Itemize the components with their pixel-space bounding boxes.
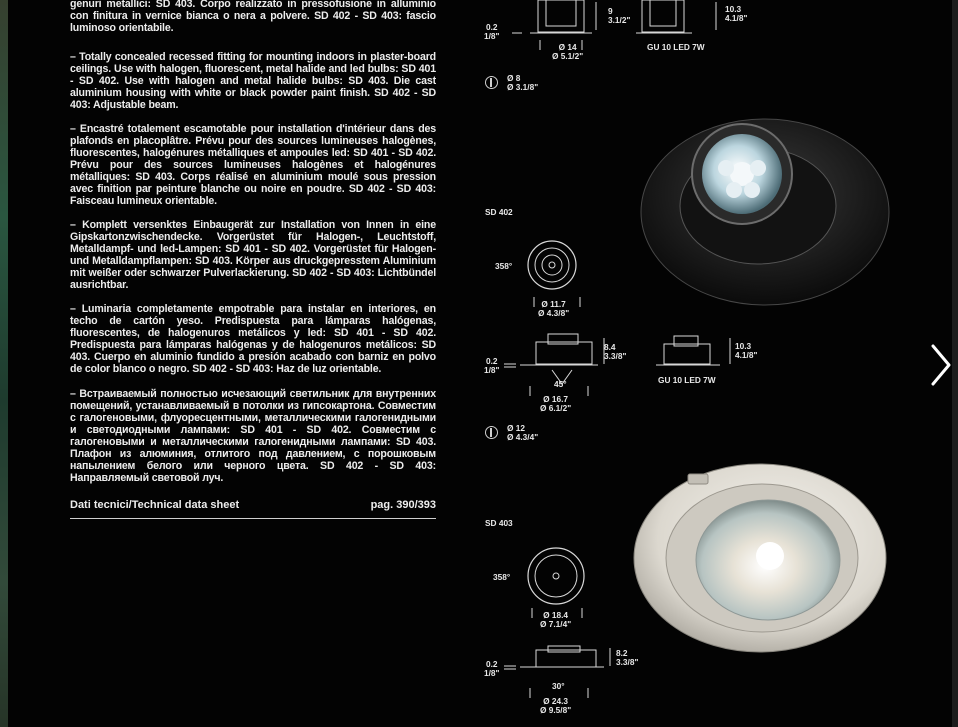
datasheet-link[interactable]: Dati tecnici/Technical data sheet [70, 499, 240, 511]
sd403-diameter: Ø 18.4 Ø 7.1/4" [540, 610, 572, 629]
sd403-title: SD 403 [485, 518, 513, 528]
sd402-product-photo [630, 112, 900, 312]
next-page-button[interactable] [924, 340, 954, 390]
sd401-height: 9 3.1/2" [608, 6, 631, 25]
sd401-diameter: Ø 14 Ø 5.1/2" [552, 42, 584, 61]
previous-page-edge [0, 0, 8, 727]
sd402-title: SD 402 [485, 207, 513, 217]
footer-divider [70, 518, 436, 519]
sd402-height: 8.4 3.3/8" [604, 342, 627, 361]
sd401-hole: Ø 8 Ø 3.1/8" [507, 73, 539, 92]
sd403-height: 8.2 3.3/8" [616, 648, 639, 667]
paragraph-russian: – Встраиваемый полностью исчезающий светильник для внутренних помещений, устанавливаемый в потолки из гипсокартона. Совместим с галогеновыми, флуоресцентными, металлическими галогенидными и светодиодными лампами: SD 401 - SD 402. Совместим с галогеновыми и металлическими галогенидными лампами: SD 403. Плафон из алюминия, отлитого под давлением, с порошковым напылением белого или черного цвета. SD 402 - SD 403: Направляемый световой луч. [70, 388, 436, 484]
page-reference: pag. 390/393 [370, 499, 436, 511]
paragraph-italian: genuri metallici: SD 403. Corpo realizzato in pressofusione in alluminio con finitura in vernice bianca o nera a polvere. SD 402 - SD 403: fascio luminoso orientabile. [70, 0, 436, 34]
cut-hole-icon [485, 426, 498, 439]
sd402-outer-diameter: Ø 16.7 Ø 6.1/2" [540, 394, 572, 413]
sd401-lamp: GU 10 LED 7W [647, 42, 705, 52]
paragraph-spanish: – Luminaria completamente empotrable para instalar en interiores, en techo de cartón yeso. Predispuesta para lámparas halógenas, fluorescentes, de halogenuros metálicos y led: SD 401 - SD 402. Predispuesta para lámparas halógenas y de halogenuros metálicos: SD 403. Cuerpo en aluminio fundido a presión acabado con barniz en polvo de color blanco o negro. SD 402 - SD 403: Haz de luz orientable. [70, 303, 436, 375]
paragraph-german: – Komplett versenktes Einbaugerät zur Installation von Innen in eine Gipskartonzwischendecke. Vorgerüstet für Halogen-, Leuchtstoff, Metalldampf- und led-Lampen: SD 401 - SD 402. Vorgerüstet für Halogen- und Metalldampflampen: SD 403. Körper aus druckgepresstem Aluminium mit weißer oder schwarzer Pulverlackierung. SD 402 - SD 403: Lichtbündel ausrichtbar. [70, 219, 436, 291]
sd402-hole: Ø 12 Ø 4.3/4" [507, 423, 539, 442]
paragraph-english: – Totally concealed recessed fitting for mounting indoors in plaster-board ceilings. Use with halogen, fluorescent, metal halide and led bulbs: SD 401 - SD 402. Use with halogen and metal halide bulbs: SD 403. Die cast aluminium housing with white or black powder paint finish. SD 402 - SD 403: Adjustable beam. [70, 51, 436, 111]
sd402-lamp: GU 10 LED 7W [658, 375, 716, 385]
sd401-thickness: 0.2 1/8" [484, 22, 500, 41]
datasheet-footer [70, 499, 436, 511]
sd402-lamp-height: 10.3 4.1/8" [735, 341, 758, 360]
paragraph-french: – Encastré totalement escamotable pour installation d'intérieur dans des plafonds en placoplâtre. Prévu pour des sources lumineuses halogènes, fluorescentes, halogénures métalliques et ampoules led: SD 401 - SD 402. Prévu pour des sources lumineuses halogènes et halogénures métalliques: SD 403. Corps réalisé en aluminium moulé sous pression avec finition par peinture blanche ou noire en poudre. SD 402 - SD 403: Faisceau lumineux orientable. [70, 123, 436, 207]
cut-hole-icon [485, 76, 498, 89]
sd402-thickness: 0.2 1/8" [484, 356, 500, 375]
sd403-thickness: 0.2 1/8" [484, 659, 500, 678]
sd403-tilt: 30° [552, 681, 565, 691]
sd403-rotation: 358° [493, 572, 511, 582]
sd402-diameter: Ø 11.7 Ø 4.3/8" [538, 299, 570, 318]
sd401-lamp-height: 10.3 4.1/8" [725, 4, 748, 23]
chevron-right-icon [930, 344, 952, 386]
sd403-product-photo [632, 462, 892, 658]
sd403-outer-diameter: Ø 24.3 Ø 9.5/8" [540, 696, 572, 715]
sd402-tilt: 45° [554, 379, 567, 389]
sd402-side-drawing [500, 334, 760, 404]
sd402-rotation: 358° [495, 261, 513, 271]
